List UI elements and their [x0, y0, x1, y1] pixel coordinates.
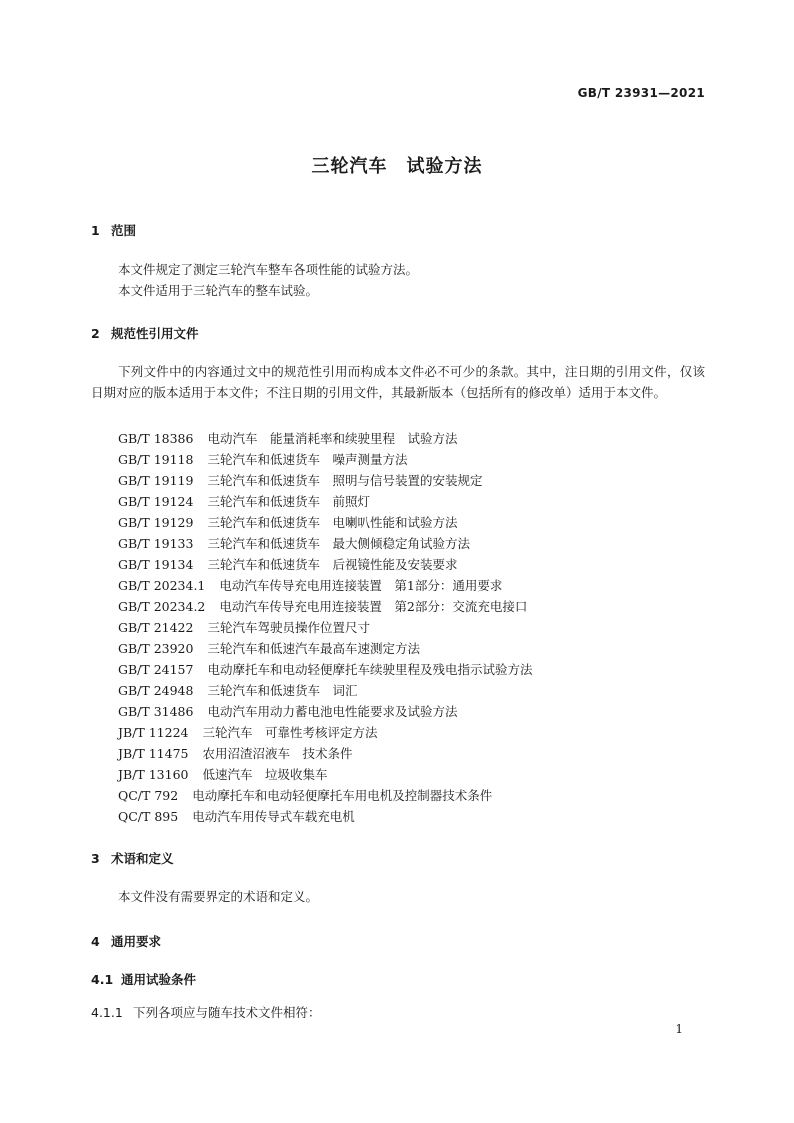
section-title: 通用要求	[111, 934, 162, 949]
section-1-heading	[91, 221, 136, 239]
subsection-number: 4.1	[91, 972, 114, 987]
reference-code: JB/T 13160	[118, 767, 189, 782]
reference-item	[118, 806, 532, 827]
reference-item	[118, 512, 532, 533]
section-2-heading	[91, 324, 199, 342]
subsection-4-1-heading	[91, 970, 196, 988]
section-3-heading	[91, 849, 174, 867]
reference-item	[118, 533, 532, 554]
reference-title: 三轮汽车和低速货车 噪声测量方法	[207, 452, 408, 467]
paragraph: 本文件没有需要界定的术语和定义。	[118, 889, 319, 904]
reference-title: 电动汽车传导充电用连接装置 第2部分：交流充电接口	[219, 599, 528, 614]
section-3-body	[91, 886, 705, 907]
reference-code: QC/T 895	[118, 809, 179, 824]
reference-code: GB/T 31486	[118, 704, 194, 719]
reference-item	[118, 638, 532, 659]
clause-text: 下列各项应与随车技术文件相符：	[133, 1005, 321, 1020]
reference-item	[118, 491, 532, 512]
reference-code: GB/T 19134	[118, 557, 194, 572]
section-title: 规范性引用文件	[111, 326, 199, 341]
reference-item	[118, 575, 532, 596]
reference-code: GB/T 19124	[118, 494, 194, 509]
clause-4-1-1	[91, 1003, 321, 1021]
section-2-intro	[91, 361, 705, 403]
reference-title: 电动汽车传导充电用连接装置 第1部分：通用要求	[219, 578, 503, 593]
reference-title: 电动摩托车和电动轻便摩托车用电机及控制器技术条件	[192, 788, 493, 803]
reference-code: GB/T 24157	[118, 662, 194, 677]
reference-title: 农用沼渣沼液车 技术条件	[202, 746, 353, 761]
clause-number: 4.1.1	[91, 1005, 123, 1020]
reference-code: GB/T 19118	[118, 452, 194, 467]
section-number: 1	[91, 223, 100, 238]
reference-item	[118, 764, 532, 785]
reference-item	[118, 701, 532, 722]
reference-code: JB/T 11224	[118, 725, 189, 740]
standard-number: GB/T 23931—2021	[577, 86, 705, 100]
page-number: 1	[675, 1022, 683, 1036]
document-title: 三轮汽车 试验方法	[311, 156, 483, 177]
reference-item	[118, 596, 532, 617]
section-title: 范围	[111, 223, 137, 238]
reference-code: GB/T 20234.1	[118, 578, 206, 593]
section-1-body	[91, 259, 705, 301]
reference-item	[118, 470, 532, 491]
reference-title: 电动汽车用动力蓄电池电性能要求及试验方法	[207, 704, 458, 719]
reference-title: 三轮汽车和低速货车 最大侧倾稳定角试验方法	[207, 536, 470, 551]
reference-code: GB/T 21422	[118, 620, 194, 635]
reference-code: GB/T 23920	[118, 641, 194, 656]
reference-title: 三轮汽车和低速货车 词汇	[207, 683, 358, 698]
reference-item	[118, 617, 532, 638]
reference-code: GB/T 24948	[118, 683, 194, 698]
reference-item	[118, 554, 532, 575]
reference-code: GB/T 19133	[118, 536, 194, 551]
section-number: 2	[91, 326, 100, 341]
reference-title: 三轮汽车和低速货车 后视镜性能及安装要求	[207, 557, 458, 572]
reference-title: 三轮汽车和低速货车 前照灯	[207, 494, 370, 509]
reference-code: JB/T 11475	[118, 746, 189, 761]
reference-item	[118, 743, 532, 764]
reference-title: 三轮汽车驾驶员操作位置尺寸	[207, 620, 370, 635]
section-number: 3	[91, 851, 100, 866]
reference-title: 电动汽车用传导式车载充电机	[192, 809, 355, 824]
reference-title: 电动摩托车和电动轻便摩托车续驶里程及残电指示试验方法	[207, 662, 533, 677]
subsection-title: 通用试验条件	[121, 972, 197, 987]
reference-title: 三轮汽车和低速货车 照明与信号装置的安装规定	[207, 473, 483, 488]
reference-item	[118, 680, 532, 701]
reference-title: 电动汽车 能量消耗率和续驶里程 试验方法	[207, 431, 458, 446]
reference-code: GB/T 19119	[118, 473, 194, 488]
section-number: 4	[91, 934, 100, 949]
reference-title: 低速汽车 垃圾收集车	[202, 767, 328, 782]
section-4-heading	[91, 932, 161, 950]
reference-code: QC/T 792	[118, 788, 179, 803]
reference-list	[118, 428, 532, 827]
section-title: 术语和定义	[111, 851, 174, 866]
reference-title: 三轮汽车和低速汽车最高车速测定方法	[207, 641, 420, 656]
reference-item	[118, 722, 532, 743]
paragraph: 本文件规定了测定三轮汽车整车各项性能的试验方法。	[118, 262, 419, 277]
reference-code: GB/T 18386	[118, 431, 194, 446]
reference-code: GB/T 19129	[118, 515, 194, 530]
reference-item	[118, 785, 532, 806]
reference-code: GB/T 20234.2	[118, 599, 206, 614]
reference-item	[118, 449, 532, 470]
reference-title: 三轮汽车和低速货车 电喇叭性能和试验方法	[207, 515, 458, 530]
paragraph: 下列文件中的内容通过文中的规范性引用而构成本文件必不可少的条款。其中，注日期的引用文件，仅该日期对应的版本适用于本文件；不注日期的引用文件，其最新版本（包括所有的修改单）适用于本文件。	[91, 364, 705, 400]
reference-item	[118, 659, 532, 680]
reference-title: 三轮汽车 可靠性考核评定方法	[202, 725, 378, 740]
reference-item	[118, 428, 532, 449]
paragraph: 本文件适用于三轮汽车的整车试验。	[118, 283, 319, 298]
